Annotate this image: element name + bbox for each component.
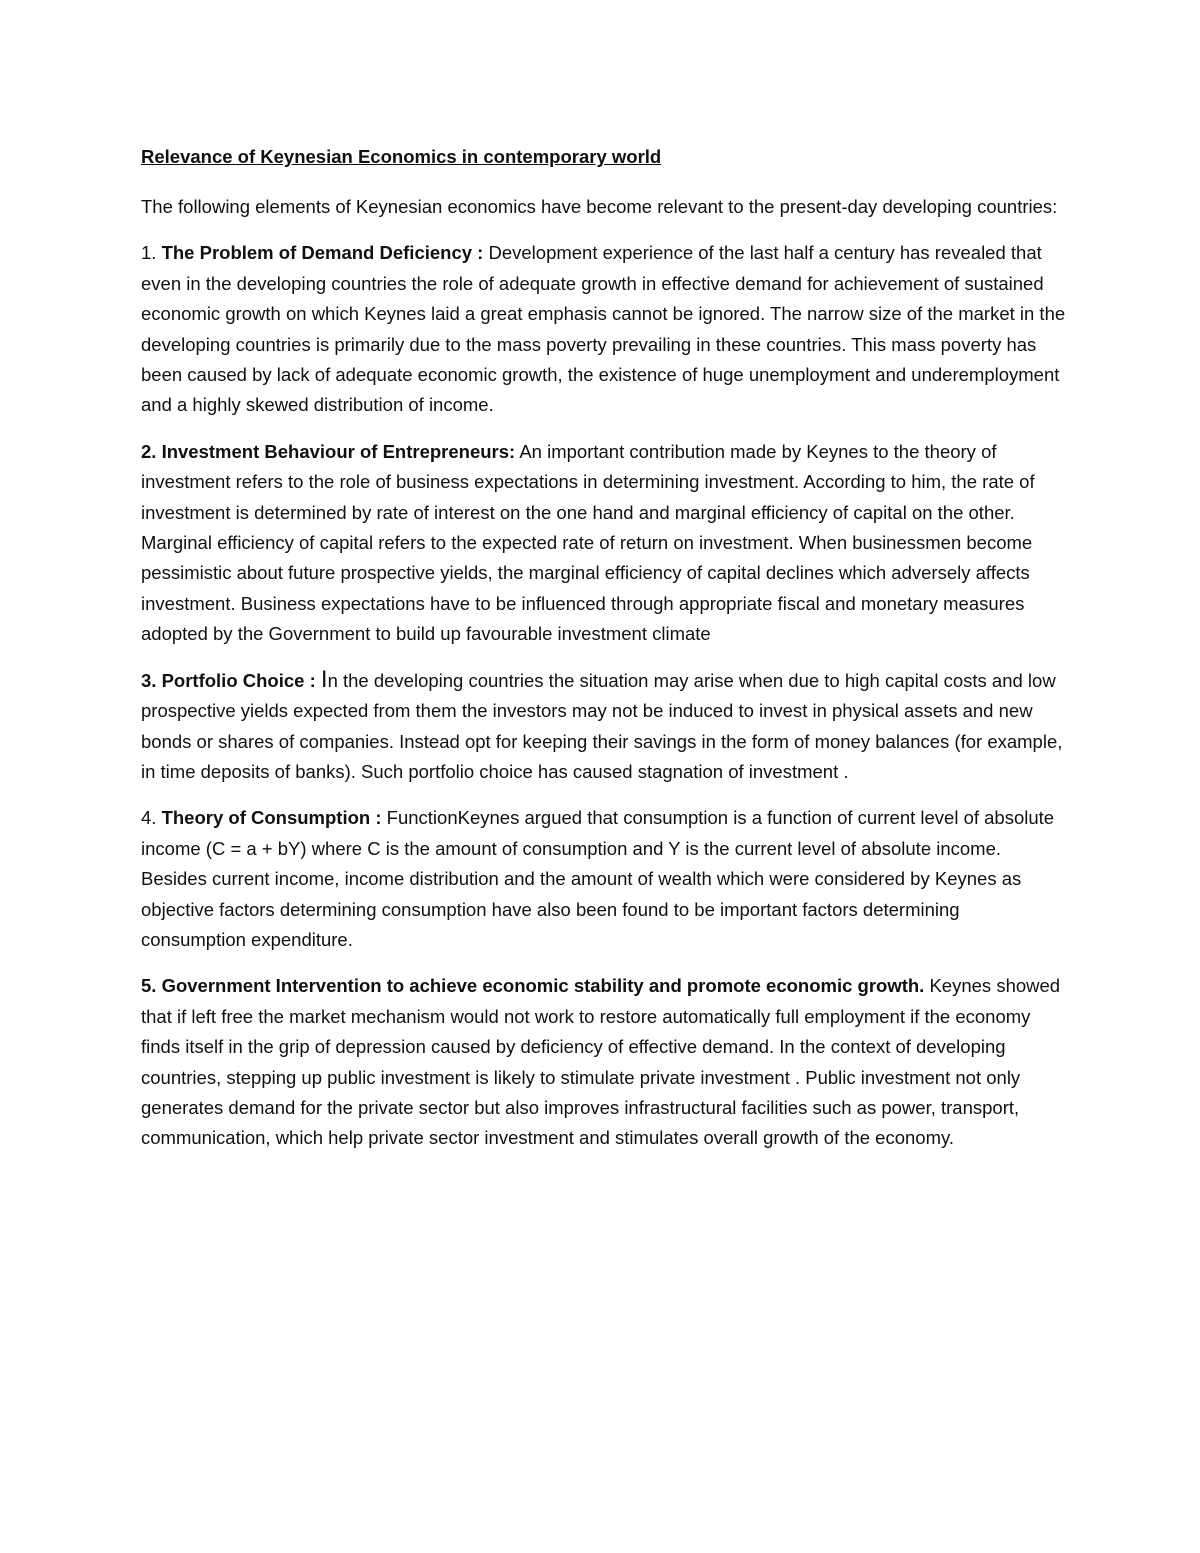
point-3-lead-letter: I [320, 665, 328, 693]
point-3-heading: Portfolio Choice : [161, 669, 316, 691]
document-body [141, 142, 1066, 1154]
point-5-body: Keynes showed that if left free the market mechanism would not work to restore automatically full employment if the economy finds itself in the grip of depression caused by deficiency of effective demand. In the context of developing countries, stepping up public investment is likely to stimulate private investment . Public investment not only generates demand for the private sector but also improves infrastructural facilities such as power, transport, communication, which help private sector investment and stimulates overall growth of the economy. [141, 975, 1061, 1149]
point-4-heading: Theory of Consumption : [161, 807, 382, 829]
point-4-paragraph [141, 803, 1066, 955]
point-5-heading: Government Intervention to achieve economic stability and promote economic growth. [161, 975, 925, 997]
point-2-number: 2. [141, 440, 157, 462]
point-4-number: 4. [141, 807, 157, 829]
document-title: Relevance of Keynesian Economics in contemporary world [141, 146, 662, 167]
point-1-body: Development experience of the last half a century has revealed that even in the developing countries the role of adequate growth in effective demand for achievement of sustained economic growth on which Keynes laid a great emphasis cannot be ignored. The narrow size of the market in the developing countries is primarily due to the mass poverty prevailing in these countries. This mass poverty has been caused by lack of adequate economic growth, the existence of huge unemployment and underemployment and a highly skewed distribution of income. [141, 242, 1066, 416]
point-3-body: n the developing countries the situation may arise when due to high capital costs and low prospective yields expected from them the investors may not be induced to invest in physical assets and new bonds or shares of companies. Instead opt for keeping their savings in the form of money balances (for example, in time deposits of banks). Such portfolio choice has caused stagnation of investment . [141, 669, 1063, 782]
point-2-paragraph [141, 437, 1066, 650]
intro-paragraph: The following elements of Keynesian economics have become relevant to the present-day developing countries: [141, 196, 1058, 217]
point-3-paragraph [141, 666, 1066, 788]
point-1-heading: The Problem of Demand Deficiency : [161, 242, 484, 264]
point-2-heading: Investment Behaviour of Entrepreneurs: [161, 440, 516, 462]
point-4-body: FunctionKeynes argued that consumption is a function of current level of absolute income (C = a + bY) where C is the amount of consumption and Y is the current level of absolute income. Besides current income, income distribution and the amount of wealth which were considered by Keynes as objective factors determining consumption have also been found to be important factors determining consumption expenditure. [141, 807, 1055, 950]
point-2-body: An important contribution made by Keynes to the theory of investment refers to the role of business expectations in determining investment. According to him, the rate of investment is determined by rate of interest on the one hand and marginal efficiency of capital on the other. Marginal efficiency of capital refers to the expected rate of return on investment. When businessmen become pessimistic about future prospective yields, the marginal efficiency of capital declines which adversely affects investment. Business expectations have to be influenced through appropriate fiscal and monetary measures adopted by the Government to build up favourable investment climate [141, 440, 1035, 645]
point-1-paragraph [141, 238, 1066, 420]
point-3-number: 3. [141, 669, 157, 691]
point-5-paragraph [141, 971, 1066, 1153]
point-5-number: 5. [141, 975, 157, 997]
point-1-number: 1. [141, 242, 157, 264]
